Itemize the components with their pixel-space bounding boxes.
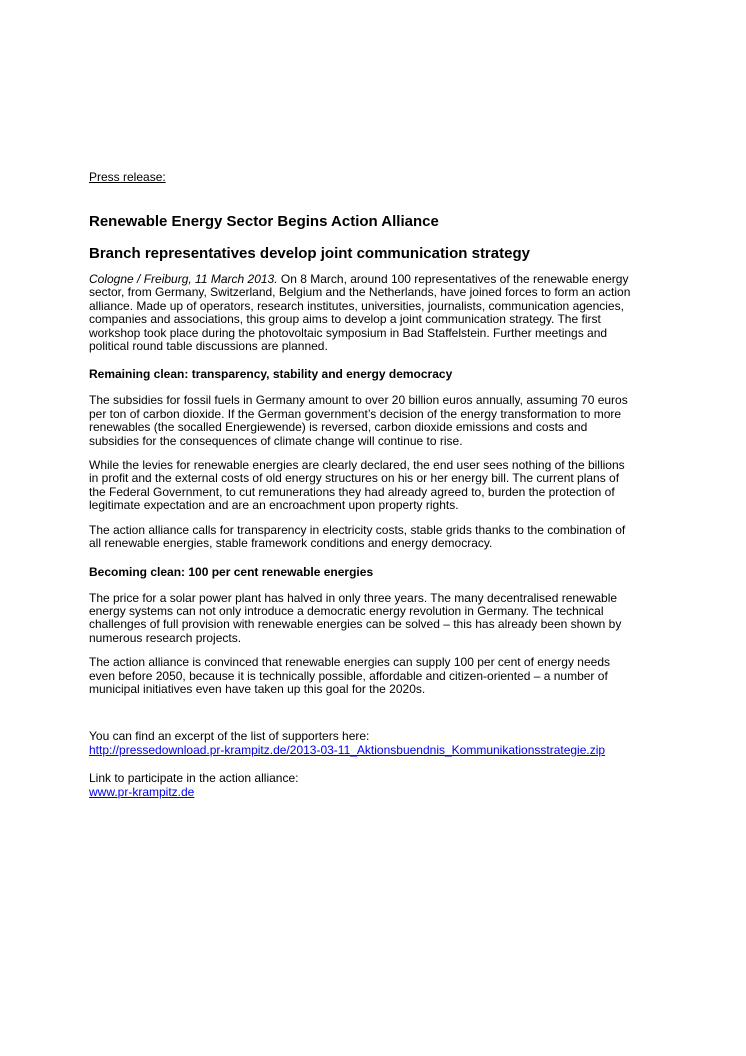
intro-line: companies and associations, this group aims to develop a joint communication strategy. The first: [89, 312, 601, 327]
supporters-download-link[interactable]: http://pressedownload.pr-krampitz.de/2013-03-11_Aktionsbuendnis_Kommunikationsstrategie.zip: [89, 742, 606, 757]
body-paragraph: [89, 459, 664, 513]
intro-line: On 8 March, around 100 representatives of the renewable energy: [277, 272, 629, 286]
paragraph-line: The price for a solar power plant has halved in only three years. The many decentralised renewable: [89, 590, 618, 605]
paragraph-line: The action alliance is convinced that renewable energies can supply 100 per cent of energy needs: [89, 655, 610, 670]
paragraph-line: energy systems can not only introduce a democratic energy revolution in Germany. The technical: [89, 603, 604, 618]
section-heading-becoming-clean: Becoming clean: 100 per cent renewable energies: [89, 564, 374, 579]
participate-block: [89, 772, 664, 799]
paragraph-line: challenges of full provision with renewable energies can be solved – this has already been shown by: [89, 617, 622, 632]
body-paragraph: [89, 656, 664, 696]
supporters-block: [89, 730, 664, 757]
paragraph-line: numerous research projects.: [89, 630, 242, 645]
body-paragraph: [89, 592, 664, 646]
paragraph-line: in profit and the external costs of old energy structures on his or her energy bill. The current plans of: [89, 471, 620, 486]
paragraph-line: subsidies for the consequences of climate change will continue to rise.: [89, 433, 463, 448]
supporters-text: You can find an excerpt of the list of supporters here:: [89, 729, 370, 744]
intro-line: alliance. Made up of operators, research institutes, universities, journalists, communication agencies,: [89, 298, 624, 313]
paragraph-line: even before 2050, because it is technically possible, affordable and citizen-oriented – a number of: [89, 668, 608, 683]
press-release-label: Press release:: [89, 170, 166, 184]
participate-website-link[interactable]: www.pr-krampitz.de: [89, 784, 195, 799]
intro-line: workshop took place during the photovoltaic symposium in Bad Staffelstein. Further meetings and: [89, 325, 608, 340]
paragraph-line: renewables (the socalled Energiewende) is reversed, carbon dioxide emissions and costs and: [89, 420, 588, 435]
dateline: Cologne / Freiburg, 11 March 2013.: [89, 272, 278, 286]
document-title: Renewable Energy Sector Begins Action Alliance: [89, 213, 439, 230]
section-heading-remaining-clean: Remaining clean: transparency, stability and energy democracy: [89, 367, 453, 382]
paragraph-line: legitimate expectation and are an encroachment upon property rights.: [89, 498, 459, 513]
paragraph-line: per ton of carbon dioxide. If the German government’s decision of the energy transformation to more: [89, 406, 622, 421]
press-release-document: [89, 170, 664, 799]
paragraph-line: the Federal Government, to cut remunerations they had already agreed to, burden the protection of: [89, 484, 615, 499]
paragraph-line: While the levies for renewable energies are clearly declared, the end user sees nothing of the billions: [89, 458, 625, 473]
intro-line: political round table discussions are planned.: [89, 339, 328, 354]
intro-paragraph: [89, 273, 664, 353]
body-paragraph: [89, 394, 664, 448]
paragraph-line: The subsidies for fossil fuels in Germany amount to over 20 billion euros annually, assuming 70 euros: [89, 393, 628, 408]
body-paragraph: [89, 524, 664, 551]
document-subtitle: Branch representatives develop joint communication strategy: [89, 245, 530, 262]
paragraph-line: The action alliance calls for transparency in electricity costs, stable grids thanks to the combination of: [89, 522, 626, 537]
participate-text: Link to participate in the action alliance:: [89, 771, 299, 786]
paragraph-line: all renewable energies, stable framework conditions and energy democracy.: [89, 536, 493, 551]
paragraph-line: municipal initiatives even have taken up this goal for the 2020s.: [89, 681, 426, 696]
intro-line: sector, from Germany, Switzerland, Belgium and the Netherlands, have joined forces to form an action: [89, 285, 631, 300]
